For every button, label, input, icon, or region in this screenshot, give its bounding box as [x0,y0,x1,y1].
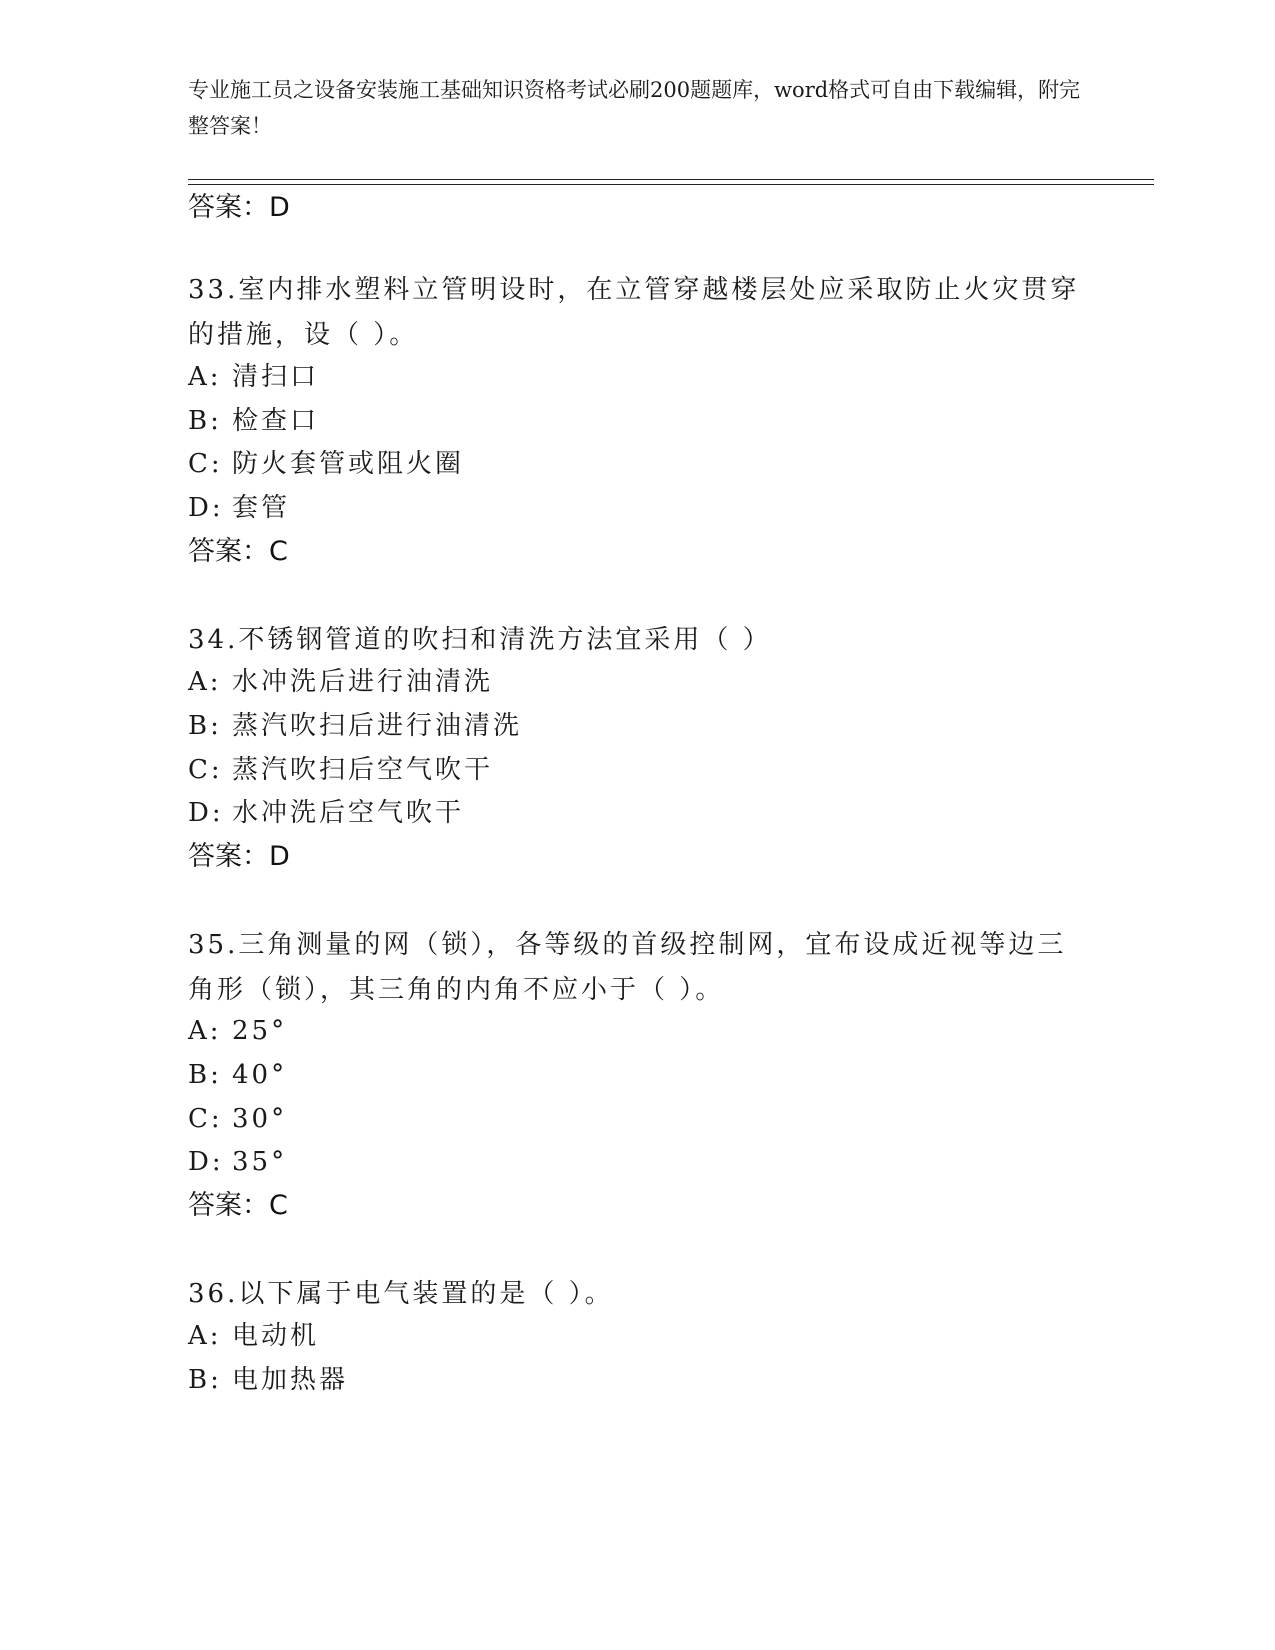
question-stem: 34.不锈钢管道的吹扫和清洗方法宜采用（ ） [188,625,772,655]
option-letter: D: [188,1147,224,1177]
option-text: 清扫口 [232,362,320,392]
option-text: 防火套管或阻火圈 [232,449,465,479]
option-d [188,793,464,833]
answer-line: 答案：D [188,841,290,872]
option-letter: A: [188,1321,222,1351]
option-text: 30° [232,1104,288,1134]
option-letter: A: [188,362,222,392]
question-stem: 33.室内排水塑料立管明设时，在立管穿越楼层处应采取防止火灾贯穿的措施，设（ ）。 [188,275,1080,350]
option-a [188,1316,319,1356]
option-letter: B: [188,711,222,741]
option-text: 35° [232,1147,288,1177]
option-text: 电动机 [232,1321,320,1351]
option-a [188,357,319,397]
option-text: 水冲洗后空气吹干 [232,798,465,828]
option-a [188,1011,287,1051]
option-letter: C: [188,449,223,479]
option-letter: C: [188,1104,223,1134]
option-d [188,488,290,528]
option-text: 25° [232,1016,288,1046]
answer-line: 答案：D [188,192,290,223]
option-text: 电加热器 [232,1365,349,1395]
option-text: 40° [232,1060,288,1090]
option-b [188,1055,287,1095]
option-letter: B: [188,1060,222,1090]
option-letter: A: [188,1016,222,1046]
option-b [188,706,522,746]
option-letter: C: [188,755,223,785]
option-a [188,662,493,702]
option-c [188,750,493,790]
option-text: 蒸汽吹扫后空气吹干 [232,755,494,785]
option-letter: D: [188,798,224,828]
header-rule-top [188,179,1154,180]
header-rule-bottom [188,184,1154,185]
option-b [188,1360,348,1400]
question-stem: 36.以下属于电气装置的是（ ）。 [188,1279,614,1309]
option-letter: B: [188,1365,222,1395]
option-text: 套管 [232,493,291,523]
option-d [188,1142,287,1182]
option-letter: B: [188,406,222,436]
option-c [188,1099,287,1139]
answer-line: 答案：C [188,536,288,567]
option-text: 蒸汽吹扫后进行油清洗 [232,711,523,741]
page-header: 专业施工员之设备安装施工基础知识资格考试必刷200题题库，word格式可自由下载编辑，附完整答案！ [188,78,1081,138]
answer-line: 答案：C [188,1190,288,1221]
question-stem: 35.三角测量的网（锁），各等级的首级控制网，宜布设成近视等边三角形（锁），其三角的内角不应小于（ ）。 [188,930,1067,1005]
option-b [188,401,319,441]
option-letter: A: [188,667,222,697]
option-c [188,444,464,484]
option-text: 检查口 [232,406,320,436]
option-letter: D: [188,493,224,523]
option-text: 水冲洗后进行油清洗 [232,667,494,697]
